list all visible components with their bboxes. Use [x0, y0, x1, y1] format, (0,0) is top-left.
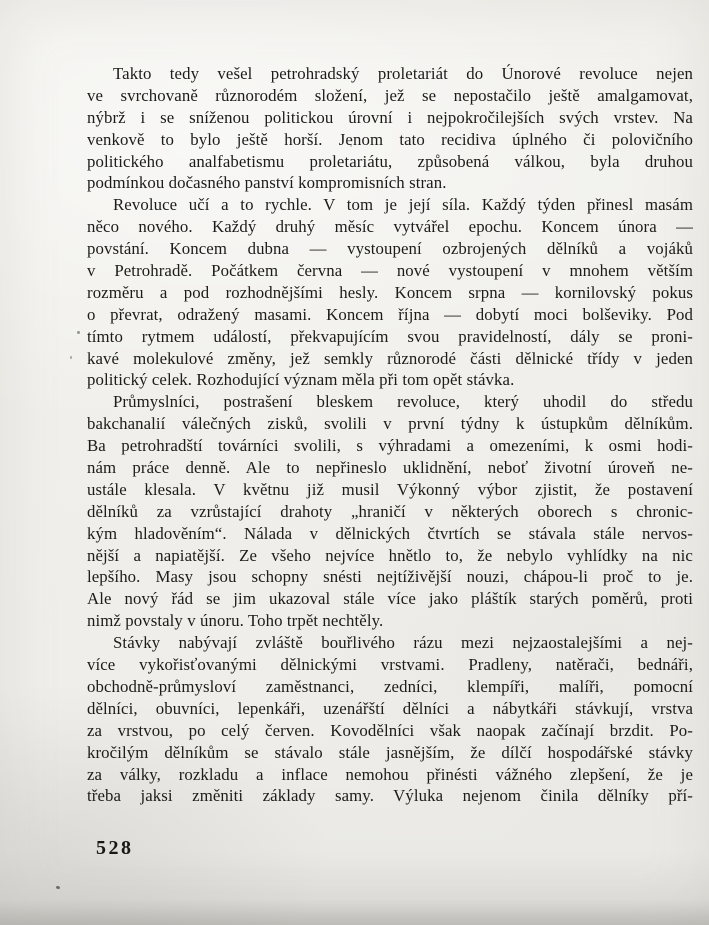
text-line: třeba jaksi změniti základy samy. Výluka nejenom činila dělníky pří-	[87, 786, 693, 806]
text-line: podmínkou dočasného panství kompromisních stran.	[87, 173, 447, 193]
text-line: za vrstvou, po celý červen. Kovodělníci však naopak začínají brzdit. Po-	[87, 720, 693, 740]
text-line: ve svrchovaně různorodém složení, jež se nepostačilo ještě amalgamovat,	[87, 85, 693, 105]
paragraph	[87, 391, 693, 632]
text-line: ustále klesala. V květnu již musil Výkonný výbor zjistit, že postavení	[87, 479, 693, 499]
text-line: venkově to bylo ještě horší. Jenom tato recidiva úplného či polovičního	[87, 129, 693, 149]
text-line: nýbrž i se sníženou politickou úrovní i nejpokročilejších svých vrstev. Na	[87, 107, 693, 127]
text-line: nimž povstaly v únoru. Toho trpět nechtěly.	[87, 611, 384, 631]
text-line: tímto rytmem událostí, překvapujícím svou pravidelností, dály se proni-	[87, 326, 693, 346]
ink-speck	[56, 885, 61, 889]
text-line: dělníci, obuvníci, lepenkáři, uzenářští dělníci a nábytkáři stávkují, vrstva	[87, 698, 693, 718]
text-line: v Petrohradě. Počátkem června — nové vystoupení v mnohem větším	[87, 261, 693, 281]
ink-speck	[70, 356, 72, 359]
text-line: Ba petrohradští továrníci svolili, s výhradami a omezeními, k osmi hodi-	[87, 436, 693, 456]
text-line: politického analfabetismu proletariátu, způsobená válkou, byla druhou	[87, 151, 693, 171]
text-line: Revoluce učí a to rychle. V tom je její síla. Každý týden přinesl masám	[113, 195, 693, 215]
text-line: rozměru a pod rozhodnějšími hesly. Koncem srpna — kornilovský pokus	[87, 282, 693, 302]
text-line: o převrat, odražený masami. Koncem října — dobytí moci bolševiky. Pod	[87, 304, 693, 324]
paragraph	[87, 194, 693, 391]
text-line: Stávky nabývají zvláště bouřlivého rázu mezi nejzaostalejšími a nej-	[113, 633, 693, 653]
text-line: Takto tedy vešel petrohradský proletariát do Únorové revoluce nejen	[113, 64, 693, 83]
text-line: bakchanalií válečných zisků, svolili v první týdny k ústupkům dělníkům.	[87, 414, 693, 434]
text-line: dělníků za vzrůstající drahoty „hraničí v některých oborech s chronic-	[87, 501, 693, 521]
page-text-block	[87, 63, 693, 807]
ink-speck	[350, 145, 352, 147]
text-line: politický celek. Rozhodující význam měla při tom opět stávka.	[87, 370, 515, 390]
text-line: Ale nový řád se jim ukazoval stále více jako pláštík starých poměrů, proti	[87, 589, 693, 609]
text-line: něco nového. Každý druhý měsíc vytvářel epochu. Koncem února —	[87, 217, 693, 237]
text-line: kročilým dělníkům se stávalo stále jasnějším, že dílčí hospodářské stávky	[87, 742, 693, 762]
text-line: kavé molekulové změny, jež semkly různorodé části dělnické třídy v jeden	[87, 348, 693, 368]
text-line: za války, rozkladu a inflace nemohou přinésti vážného zlepšení, že je	[87, 764, 693, 784]
text-line: více vykořisťovanými dělnickými vrstvami. Pradleny, natěrači, bednáři,	[87, 655, 693, 675]
page-number: 528	[96, 837, 134, 859]
paragraph	[87, 632, 693, 807]
ink-speck	[77, 331, 80, 334]
text-line: nám práce denně. Ale to nepřineslo uklidnění, neboť životní úroveň ne-	[87, 458, 693, 478]
text-line: nější a napiatější. Ze všeho nejvíce hnětlo to, že nebylo vyhlídky na nic	[87, 545, 693, 565]
text-line: lepšího. Masy jsou schopny snésti nejtíživější nouzi, chápou-li proč to je.	[87, 567, 693, 587]
text-line: povstání. Koncem dubna — vystoupení ozbrojených dělníků a vojáků	[87, 239, 693, 259]
text-line: obchodně-průmysloví zaměstnanci, zedníci, klempíři, malíři, pomocní	[87, 676, 693, 696]
text-line: Průmyslníci, postrašení bleskem revoluce, který uhodil do středu	[113, 392, 693, 412]
paragraph	[87, 63, 693, 194]
text-line: kým hladověním“. Nálada v dělnických čtvrtích se stávala stále nervos-	[87, 523, 693, 543]
